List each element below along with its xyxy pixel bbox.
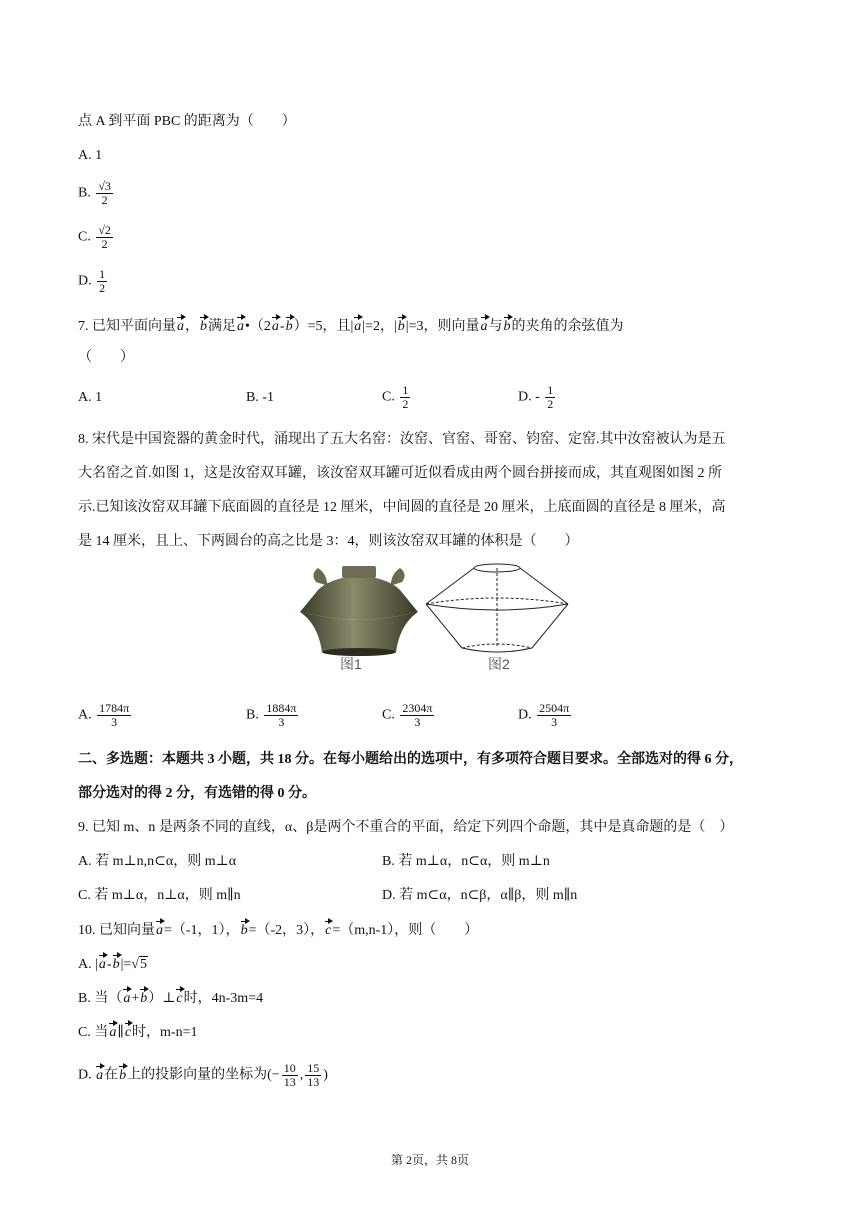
figure-1-caption: 图1 bbox=[340, 656, 362, 672]
q7-option-d: D. - $\frac{1}{2}$ bbox=[518, 383, 554, 411]
figure-2-caption: 图2 bbox=[488, 656, 510, 672]
page-footer: 第 2页，共 8页 bbox=[390, 1153, 469, 1167]
q10-stem: 10. 已知向量a=（-1，1），b=（-2，3），c=（m,n-1），则（ ） bbox=[78, 920, 478, 941]
q9-option-a: A. 若 m⊥n,n⊂α，则 m⊥α bbox=[78, 854, 237, 869]
q9-option-b: B. 若 m⊥α，n⊂α，则 m⊥n bbox=[382, 854, 550, 869]
q8-line-3: 示.已知该汝窑双耳罐下底面圆的直径是 12 厘米，中间圆的直径是 20 厘米，上底面圆的直径是 8 厘米，高 bbox=[78, 500, 726, 515]
frustum-diagram bbox=[424, 560, 570, 654]
q8-line-4: 是 14 厘米，且上、下两圆台的高之比是 3：4，则该汝窑双耳罐的体积是（ ） bbox=[78, 534, 579, 549]
q7-stem: 7. 已知平面向量a，b满足a•（2a-b）=5，且|a|=2，|b|=3，则向量a与b的夹角的余弦值为 bbox=[78, 316, 624, 337]
q8-option-d: D. $\frac{2504\pi}{3}$ bbox=[518, 701, 570, 729]
q8-option-b: B. $\frac{1884\pi}{3}$ bbox=[246, 701, 297, 729]
q10-option-c: C. 当a∥c时，m-n=1 bbox=[78, 1022, 197, 1043]
q6-option-b: B. $\frac{√3}{2}$ bbox=[78, 179, 111, 207]
q6-option-d: D. $\frac{1}{2}$ bbox=[78, 267, 106, 295]
q8-option-c: C. $\frac{2304\pi}{3}$ bbox=[382, 701, 433, 729]
section-2-heading: 二、多选题：本题共 3 小题，共 18 分。在每小题给出的选项中，有多项符合题目要求。全部选对的得 6 分， bbox=[78, 752, 743, 767]
section-2-heading-cont: 部分选对的得 2 分，有选错的得 0 分。 bbox=[78, 786, 316, 801]
q7-option-b: B. -1 bbox=[246, 390, 275, 405]
q8-option-a: A. $\frac{1784\pi}{3}$ bbox=[78, 701, 130, 729]
q8-line-1: 8. 宋代是中国瓷器的黄金时代，涌现出了五大名窑：汝窑、官窑、哥窑、钧窑、定窑.其中汝窑被认为是五 bbox=[78, 432, 726, 447]
q8-line-2: 大名窑之首.如图 1，这是汝窑双耳罐，该汝窑双耳罐可近似看成由两个圆台拼接而成，其直观图如图 2 所 bbox=[78, 466, 722, 481]
vase-photo bbox=[296, 560, 422, 660]
q7-option-c: C. $\frac{1}{2}$ bbox=[382, 383, 409, 411]
q9-option-d: D. 若 m⊂α，n⊂β，α∥β，则 m∥n bbox=[382, 888, 578, 903]
q10-option-d: D. a在b上的投影向量的坐标为(− $\frac{10}{13}$ , $\frac{15}{13}$ ) bbox=[78, 1061, 328, 1089]
q10-option-b: B. 当（a+b）⊥c时，4n-3m=4 bbox=[78, 988, 263, 1009]
q9-option-c: C. 若 m⊥α，n⊥α，则 m∥n bbox=[78, 888, 241, 903]
q6-option-a: A. 1 bbox=[78, 148, 103, 163]
q7-paren: （ ） bbox=[78, 350, 134, 365]
q10-option-a: A. |a-b|=√5 bbox=[78, 954, 148, 975]
q6-option-c: C. $\frac{√2}{2}$ bbox=[78, 223, 111, 251]
q6-stem: 点 A 到平面 PBC 的距离为（ ） bbox=[78, 114, 296, 129]
q7-option-a: A. 1 bbox=[78, 390, 103, 405]
q9-stem: 9. 已知 m、n 是两条不同的直线，α、β是两个不重合的平面，给定下列四个命题，其中是真命题的是（ ） bbox=[78, 820, 734, 835]
